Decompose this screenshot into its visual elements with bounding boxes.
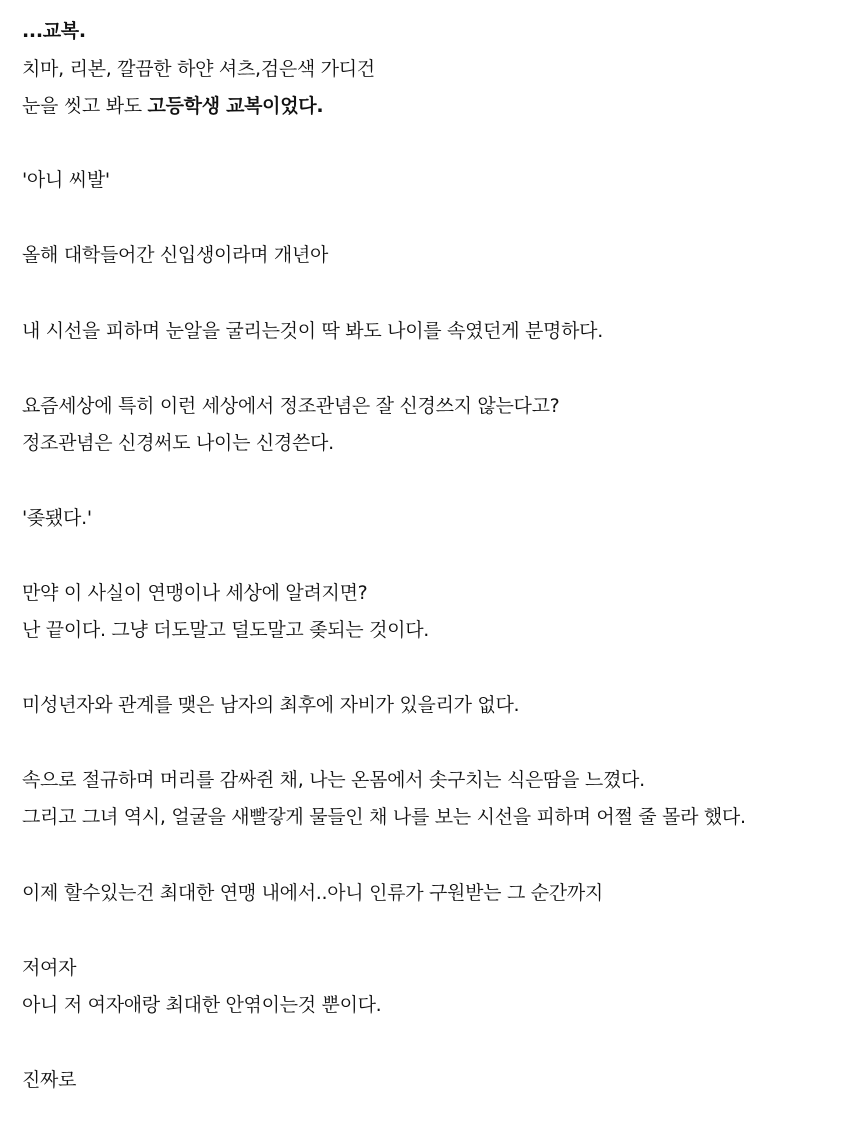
text-line: 치마, 리본, 깔끔한 하얀 셔츠,검은색 가디건 [22, 58, 375, 80]
text-line [22, 93, 323, 119]
text-line: 내 시선을 피하며 눈알을 굴리는것이 딱 봐도 나이를 속였던게 분명하다. [22, 320, 603, 342]
bold-text-segment: 고등학생 교복이었다. [147, 95, 324, 117]
text-line: ...교복. [22, 20, 86, 42]
text-line: 저여자 [22, 957, 77, 979]
text-line: 속으로 절규하며 머리를 감싸쥔 채, 나는 온몸에서 솟구치는 식은땀을 느꼈다. [22, 769, 645, 791]
text-line: '아니 씨발' [22, 169, 110, 191]
text-line: 요즘세상에 특히 이런 세상에서 정조관념은 잘 신경쓰지 않는다고? [22, 395, 560, 417]
text-line: 정조관념은 신경써도 나이는 신경쓴다. [22, 432, 334, 454]
text-line: 만약 이 사실이 연맹이나 세상에 알려지면? [22, 582, 368, 604]
text-line: 올해 대학들어간 신입생이라며 개년아 [22, 244, 329, 266]
text-line: 이제 할수있는건 최대한 연맹 내에서..아니 인류가 구원받는 그 순간까지 [22, 882, 603, 904]
text-line: 미성년자와 관계를 맺은 남자의 최후에 자비가 있을리가 없다. [22, 694, 520, 716]
text-line: 진짜로 [22, 1069, 77, 1091]
text-line: 그리고 그녀 역시, 얼굴을 새빨갛게 물들인 채 나를 보는 시선을 피하며 어쩔 줄 몰라 했다. [22, 806, 746, 828]
text-line: '좆됐다.' [22, 507, 92, 529]
text-line: 아니 저 여자애랑 최대한 안엮이는것 뿐이다. [22, 994, 382, 1016]
text-segment: 눈을 씻고 봐도 [22, 95, 148, 117]
text-line: 난 끝이다. 그냥 더도말고 덜도말고 좆되는 것이다. [22, 619, 429, 641]
